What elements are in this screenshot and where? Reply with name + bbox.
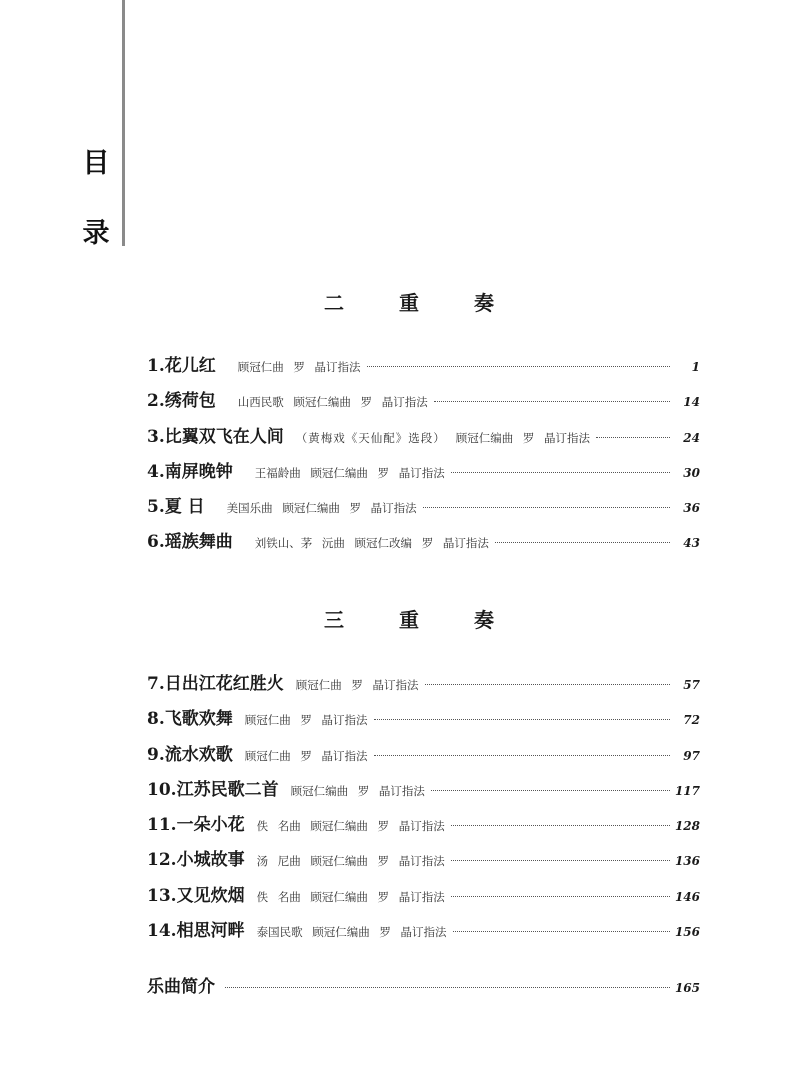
entry-number: 7. xyxy=(147,674,165,694)
entry-title: 乐曲简介 xyxy=(147,977,215,997)
page-title-char-1: 目 xyxy=(82,148,110,179)
entry-page-number: 72 xyxy=(683,713,700,728)
toc-list-duets xyxy=(147,351,700,563)
entry-page-number: 24 xyxy=(683,430,700,445)
entry-title: 绣荷包 xyxy=(164,391,216,412)
dot-leader xyxy=(596,437,670,438)
dot-leader xyxy=(423,507,670,508)
dot-leader xyxy=(367,366,670,367)
entry-credits: 顾冠仁曲 罗 晶订指法 xyxy=(295,678,419,692)
entry-number: 1. xyxy=(147,356,165,376)
toc-entry[interactable] xyxy=(147,457,700,492)
toc-entry[interactable] xyxy=(147,669,700,704)
entry-number: 9. xyxy=(147,744,165,765)
entry-page-number: 165 xyxy=(674,981,700,995)
entry-page-number: 117 xyxy=(674,783,700,798)
section-heading-duets: 二 重 奏 xyxy=(324,291,518,315)
entry-credits: 佚 名曲 顾冠仁编曲 罗 晶订指法 xyxy=(256,889,445,904)
entry-credits: 顾冠仁编曲 罗 晶订指法 xyxy=(455,430,591,445)
entry-page-number: 97 xyxy=(683,748,700,763)
dot-leader xyxy=(451,825,670,826)
entry-title: 比翼双飞在人间 xyxy=(164,426,284,447)
dot-leader xyxy=(431,790,670,791)
section-heading-trios: 三 重 奏 xyxy=(324,608,518,632)
toc-entry[interactable] xyxy=(147,740,700,775)
entry-number: 11. xyxy=(147,815,177,836)
dot-leader xyxy=(495,542,670,543)
toc-entry[interactable] xyxy=(147,386,700,421)
toc-entry[interactable] xyxy=(147,775,700,810)
entry-number: 14. xyxy=(147,921,177,942)
entry-title: 飞歌欢舞 xyxy=(164,709,233,730)
toc-entry[interactable] xyxy=(147,422,700,457)
entry-number: 8. xyxy=(147,709,165,730)
entry-page-number: 1 xyxy=(691,360,700,374)
dot-leader xyxy=(374,755,670,756)
entry-title: 江苏民歌二首 xyxy=(176,779,279,800)
page-title-char-2: 录 xyxy=(82,218,110,249)
entry-title: 日出江花红胜火 xyxy=(164,674,284,694)
dot-leader xyxy=(453,931,670,932)
dot-leader xyxy=(425,684,670,685)
entry-page-number: 136 xyxy=(674,854,700,869)
entry-title: 小城故事 xyxy=(176,850,245,871)
toc-list-trios xyxy=(147,669,700,951)
entry-title: 又见炊烟 xyxy=(176,885,245,906)
entry-number: 6. xyxy=(147,532,165,553)
entry-page-number: 36 xyxy=(683,501,700,516)
vertical-divider-line xyxy=(122,0,125,246)
entry-title: 一朵小花 xyxy=(176,815,245,836)
entry-credits: 顾冠仁编曲 罗 晶订指法 xyxy=(290,783,425,798)
entry-number: 13. xyxy=(147,885,177,906)
entry-title: 相思河畔 xyxy=(176,921,245,942)
entry-page-number: 30 xyxy=(683,465,700,480)
toc-entry[interactable] xyxy=(147,881,700,916)
toc-entry[interactable] xyxy=(147,704,700,739)
entry-credits: 泰国民歌 顾冠仁编曲 罗 晶订指法 xyxy=(256,925,447,940)
toc-entry[interactable] xyxy=(147,492,700,527)
entry-page-number: 14 xyxy=(683,395,700,410)
entry-credits: 汤 尼曲 顾冠仁编曲 罗 晶订指法 xyxy=(256,854,445,869)
entry-title: 流水欢歌 xyxy=(164,744,233,765)
toc-entry[interactable] xyxy=(147,916,700,951)
dot-leader xyxy=(225,987,670,988)
toc-entry[interactable] xyxy=(147,810,700,845)
entry-credits: 顾冠仁曲 罗 晶订指法 xyxy=(244,748,368,763)
entry-page-number: 146 xyxy=(674,889,700,904)
entry-page-number: 128 xyxy=(674,819,700,834)
entry-title: 花儿红 xyxy=(164,356,216,376)
entry-number: 3. xyxy=(147,426,165,447)
toc-entry-music-notes[interactable] xyxy=(147,972,700,997)
dot-leader xyxy=(374,719,670,720)
entry-credits: 顾冠仁曲 罗 晶订指法 xyxy=(237,360,361,374)
entry-number: 2. xyxy=(147,391,165,412)
entry-credits: 刘铁山、茅 沅曲 顾冠仁改编 罗 晶订指法 xyxy=(254,536,489,551)
entry-page-number: 156 xyxy=(674,925,700,940)
entry-credits: 佚 名曲 顾冠仁编曲 罗 晶订指法 xyxy=(256,819,445,834)
dot-leader xyxy=(451,860,670,861)
dot-leader xyxy=(434,401,670,402)
entry-page-number: 57 xyxy=(683,678,700,692)
entry-number: 12. xyxy=(147,850,177,871)
dot-leader xyxy=(451,472,670,473)
entry-number: 4. xyxy=(147,461,165,482)
toc-entry[interactable] xyxy=(147,527,700,562)
entry-credits: 王福龄曲 顾冠仁编曲 罗 晶订指法 xyxy=(254,465,445,480)
toc-entry[interactable] xyxy=(147,351,700,386)
entry-title: 夏 日 xyxy=(164,497,205,518)
entry-credits: 美国乐曲 顾冠仁编曲 罗 晶订指法 xyxy=(226,501,417,516)
entry-title: 南屏晚钟 xyxy=(164,461,233,482)
entry-number: 10. xyxy=(147,779,177,800)
entry-number: 5. xyxy=(147,497,165,518)
entry-title: 瑶族舞曲 xyxy=(164,532,233,553)
toc-entry[interactable] xyxy=(147,845,700,880)
entry-credits: 顾冠仁曲 罗 晶订指法 xyxy=(244,713,368,728)
entry-credits: 山西民歌 顾冠仁编曲 罗 晶订指法 xyxy=(237,395,428,410)
entry-page-number: 43 xyxy=(683,536,700,551)
dot-leader xyxy=(451,896,670,897)
entry-subtitle: （黄梅戏《天仙配》选段） xyxy=(295,430,446,445)
